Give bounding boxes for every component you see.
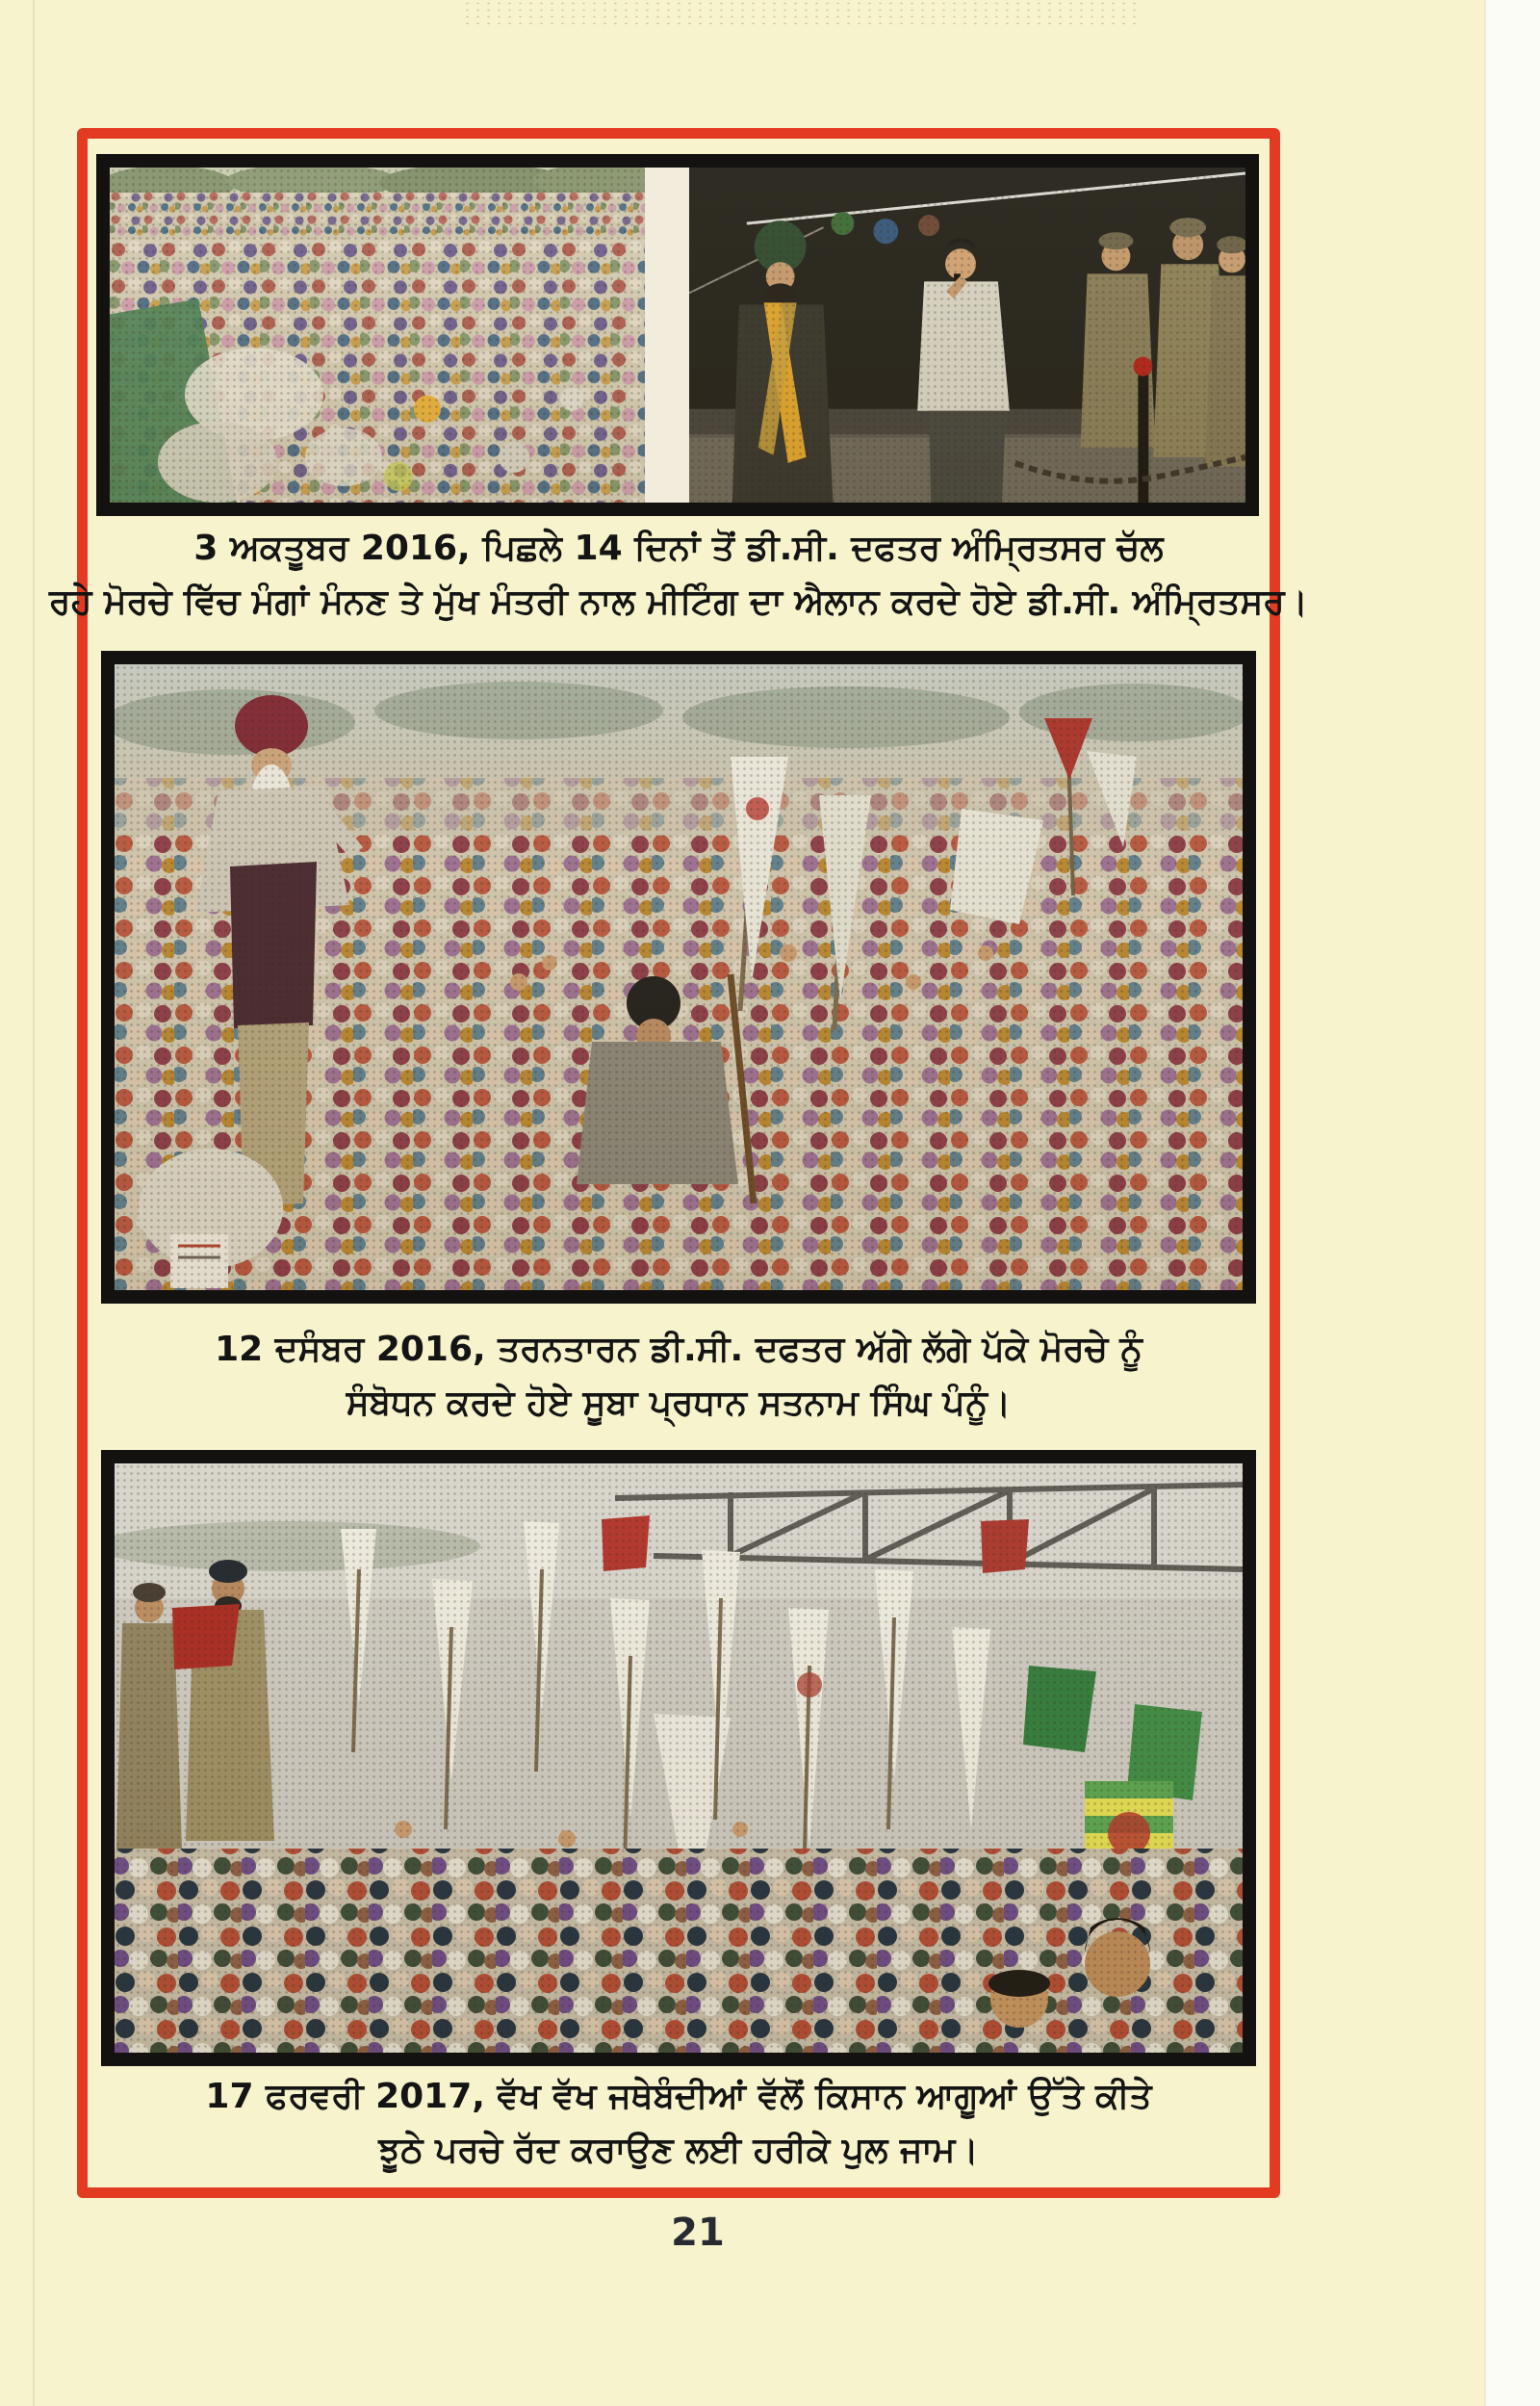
dharna-speech-photo (115, 664, 1243, 1290)
caption-1-line-2: ਰਹੇ ਮੋਰਚੇ ਵਿੱਚ ਮੰਗਾਂ ਮੰਨਣ ਤੇ ਮੁੱਖ ਮੰਤਰੀ ਨਾਲ ਮੀਟਿੰਗ ਦਾ ਐਲਾਨ ਕਰਦੇ ਹੋਏ ਡੀ.ਸੀ. ਅੰਮ੍ਰਿਤਸਰ। (49, 582, 1308, 622)
flags-illustration (115, 1463, 1243, 2053)
flags-bridge-photo (115, 1463, 1243, 2053)
photo-strip-top (96, 154, 1259, 516)
caption-2-line-1: 12 ਦਸੰਬਰ 2016, ਤਰਨਤਾਰਨ ਡੀ.ਸੀ. ਦਫਤਰ ਅੱਗੇ ਲੱਗੇ ਪੱਕੇ ਮੋਰਚੇ ਨੂੰ (215, 1330, 1142, 1369)
photo-divider (645, 168, 689, 503)
page-number: 21 (671, 2211, 725, 2255)
caption-2 (44, 1323, 1313, 1431)
protest-crowd-photo (110, 168, 645, 503)
crowd-illustration (110, 168, 645, 503)
scan-smudges (462, 0, 1136, 25)
photo-block-middle (101, 651, 1256, 1304)
caption-1 (44, 522, 1313, 630)
speaker-illustration (689, 168, 1245, 503)
scan-right-margin (1484, 0, 1540, 2406)
caption-3-line-1: 17 ਫਰਵਰੀ 2017, ਵੱਖ ਵੱਖ ਜਥੇਬੰਦੀਆਂ ਵੱਲੋਂ ਕਿਸਾਨ ਆਗੂਆਂ ਉੱਤੇ ਕੀਤੇ (205, 2077, 1152, 2116)
scan-crease (33, 0, 35, 2406)
caption-1-line-1: 3 ਅਕਤੂਬਰ 2016, ਪਿਛਲੇ 14 ਦਿਨਾਂ ਤੋਂ ਡੀ.ਸੀ. ਦਫਤਰ ਅੰਮ੍ਰਿਤਸਰ ਚੱਲ (193, 529, 1164, 568)
caption-2-line-2: ਸੰਬੋਧਨ ਕਰਦੇ ਹੋਏ ਸੂਬਾ ਪ੍ਰਧਾਨ ਸਤਨਾਮ ਸਿੰਘ ਪੰਨੂੰ। (346, 1384, 1012, 1423)
photo-block-bottom (101, 1450, 1256, 2066)
caption-3-line-2: ਝੂਠੇ ਪਰਚੇ ਰੱਦ ਕਰਾਉਣ ਲਈ ਹਰੀਕੇ ਪੁਲ ਜਾਮ। (378, 2131, 979, 2170)
dharna-illustration (115, 664, 1243, 1290)
caption-3 (44, 2070, 1313, 2178)
speaker-police-photo (689, 168, 1245, 503)
red-border-frame (49, 128, 1308, 2198)
